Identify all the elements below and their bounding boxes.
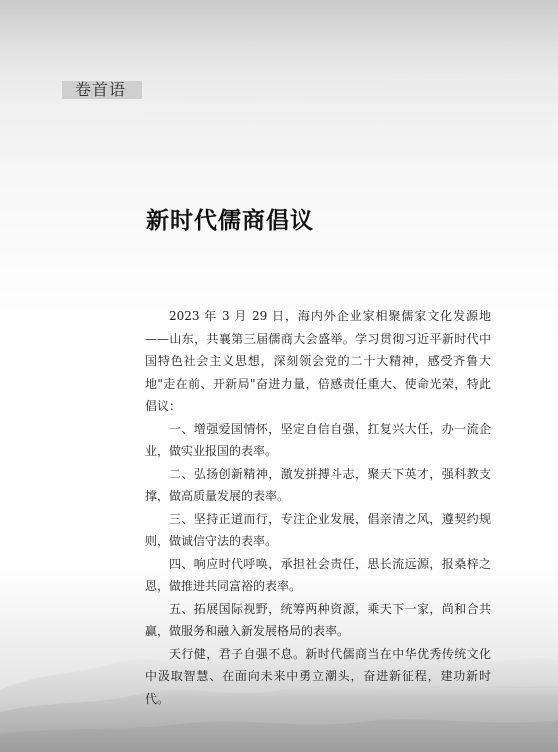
paragraph-closing: 天行健，君子自强不息。新时代儒商当在中华优秀传统文化中汲取智慧、在面向未来中勇立潮头，奋进新征程，建功新时代。 <box>145 646 491 706</box>
article-title: 新时代儒商倡议 <box>146 208 314 234</box>
top-ink-wash <box>0 0 558 128</box>
section-label-tag <box>62 81 142 99</box>
paragraph-point-5: 五、拓展国际视野，统筹两种资源，乘天下一家，尚和合共赢，做服务和融入新发展格局的表率。 <box>145 601 491 638</box>
paragraph-point-1: 一、增强爱国情怀，坚定自信自强，扛复兴大任，办一流企业，做实业报国的表率。 <box>145 421 491 458</box>
paragraph-point-2: 二、弘扬创新精神，激发拼搏斗志，聚天下英才，强科教支撑，做高质量发展的表率。 <box>145 466 491 503</box>
paragraph-point-4: 四、响应时代呼唤，承担社会责任，思长流远源，报桑梓之恩，做推进共同富裕的表率。 <box>145 556 491 593</box>
paragraph-intro: 2023 年 3 月 29 日，海内外企业家相聚儒家文化发源地——山东，共襄第三届儒商大会盛举。学习贯彻习近平新时代中国特色社会主义思想，深刻领会党的二十大精神，感受齐鲁大地"走在前、开新局"奋进力量，倍感责任重大、使命光荣，特此倡议： <box>145 309 491 413</box>
paragraph-point-3: 三、坚持正道而行，专注企业发展，倡亲清之风，遵契约规则，做诚信守法的表率。 <box>145 511 491 548</box>
section-label: 卷首语 <box>75 80 127 99</box>
article-body <box>145 305 491 710</box>
